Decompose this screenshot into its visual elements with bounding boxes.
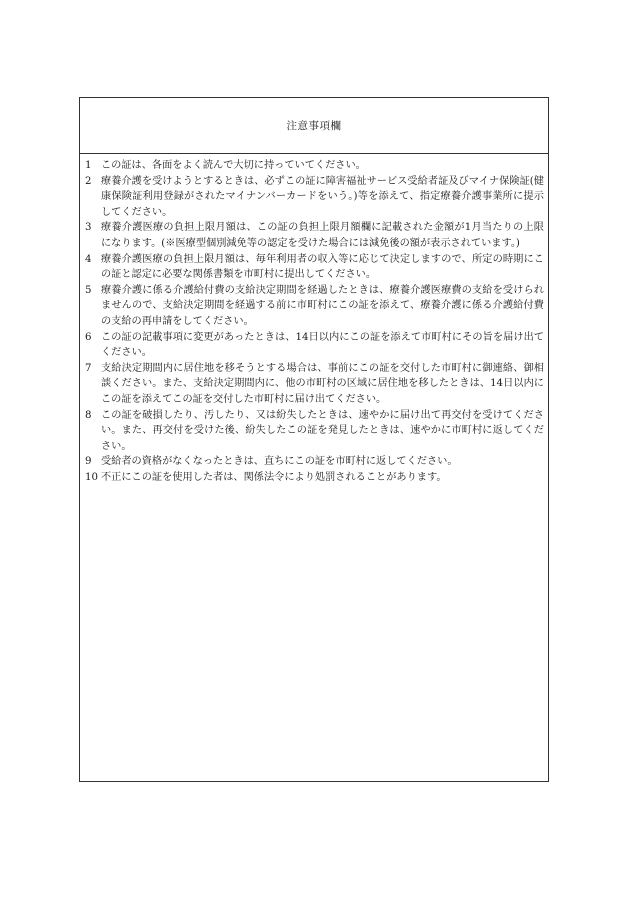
notice-number: 4 [85,253,92,265]
notice-number: 2 [85,175,92,187]
notice-item-4 [85,252,544,283]
notice-number: 1 [85,160,92,171]
notice-text: 療養介護医療の負担上限月額は、毎年利用者の収入等に応じて決定しますので、所定の時期にこの証と認定に必要な関係書類を市町村に提出してください。 [101,253,544,281]
notice-text: この証は、各面をよく読んで大切に持っていてください。 [101,160,366,171]
notice-item-2 [85,174,544,221]
notice-item-1 [85,158,544,174]
notice-number: 8 [85,409,92,421]
notice-box [79,97,549,782]
notice-number: 7 [85,362,92,374]
notice-list [80,154,548,485]
notice-number: 6 [85,331,92,343]
notice-text: 不正にこの証を使用した者は、関係法令により処罰されることがあります。 [101,471,447,483]
notice-number: 5 [85,284,92,296]
notice-text: 療養介護を受けようとするときは、必ずこの証に障害福祉サービス受給者証及びマイナ保険証(健康保険証利用登録がされたマイナンバーカードをいう。)等を添えて、指定療養介護事業所に提示してください。 [101,175,544,218]
notice-number: 10 [85,471,98,483]
notice-item-3 [85,220,544,251]
notice-item-9 [85,454,544,470]
notice-item-6 [85,330,544,361]
notice-text: 支給決定期間内に居住地を移そうとする場合は、事前にこの証を交付した市町村に御連絡、御相談ください。また、支給決定期間内に、他の市町村の区域に居住地を移したときは、14日以内にこの証を添えてこの証を交付した市町村に届け出てください。 [101,362,544,405]
notice-item-8 [85,408,544,455]
notice-text: この証の記載事項に変更があったときは、14日以内にこの証を添えて市町村にその旨を届け出てください。 [101,331,544,359]
notice-item-7 [85,361,544,408]
notice-text: 療養介護に係る介護給付費の支給決定期間を経過したときは、療養介護医療費の支給を受けられませんので、支給決定期間を経過する前に市町村にこの証を添えて、療養介護に係る介護給付費の支給の再申請をしてください。 [101,284,544,327]
notice-number: 9 [85,456,92,468]
notice-title: 注意事項欄 [286,120,342,132]
notice-item-5 [85,283,544,330]
notice-text: 受給者の資格がなくなったときは、直ちにこの証を市町村に返してください。 [101,456,458,468]
notice-text: 療養介護医療の負担上限月額は、この証の負担上限月額欄に記載された金額が1月当たりの上限になります。(※医療型個別減免等の認定を受けた場合には減免後の額が表示されています。) [101,222,544,249]
notice-text: この証を破損したり、汚したり、又は紛失したときは、速やかに届け出て再交付を受けてください。また、再交付を受けた後、紛失したこの証を発見したときは、速やかに市町村に返してください。 [101,409,544,452]
notice-header [80,98,548,154]
notice-item-10 [85,470,544,486]
notice-number: 3 [85,222,92,234]
